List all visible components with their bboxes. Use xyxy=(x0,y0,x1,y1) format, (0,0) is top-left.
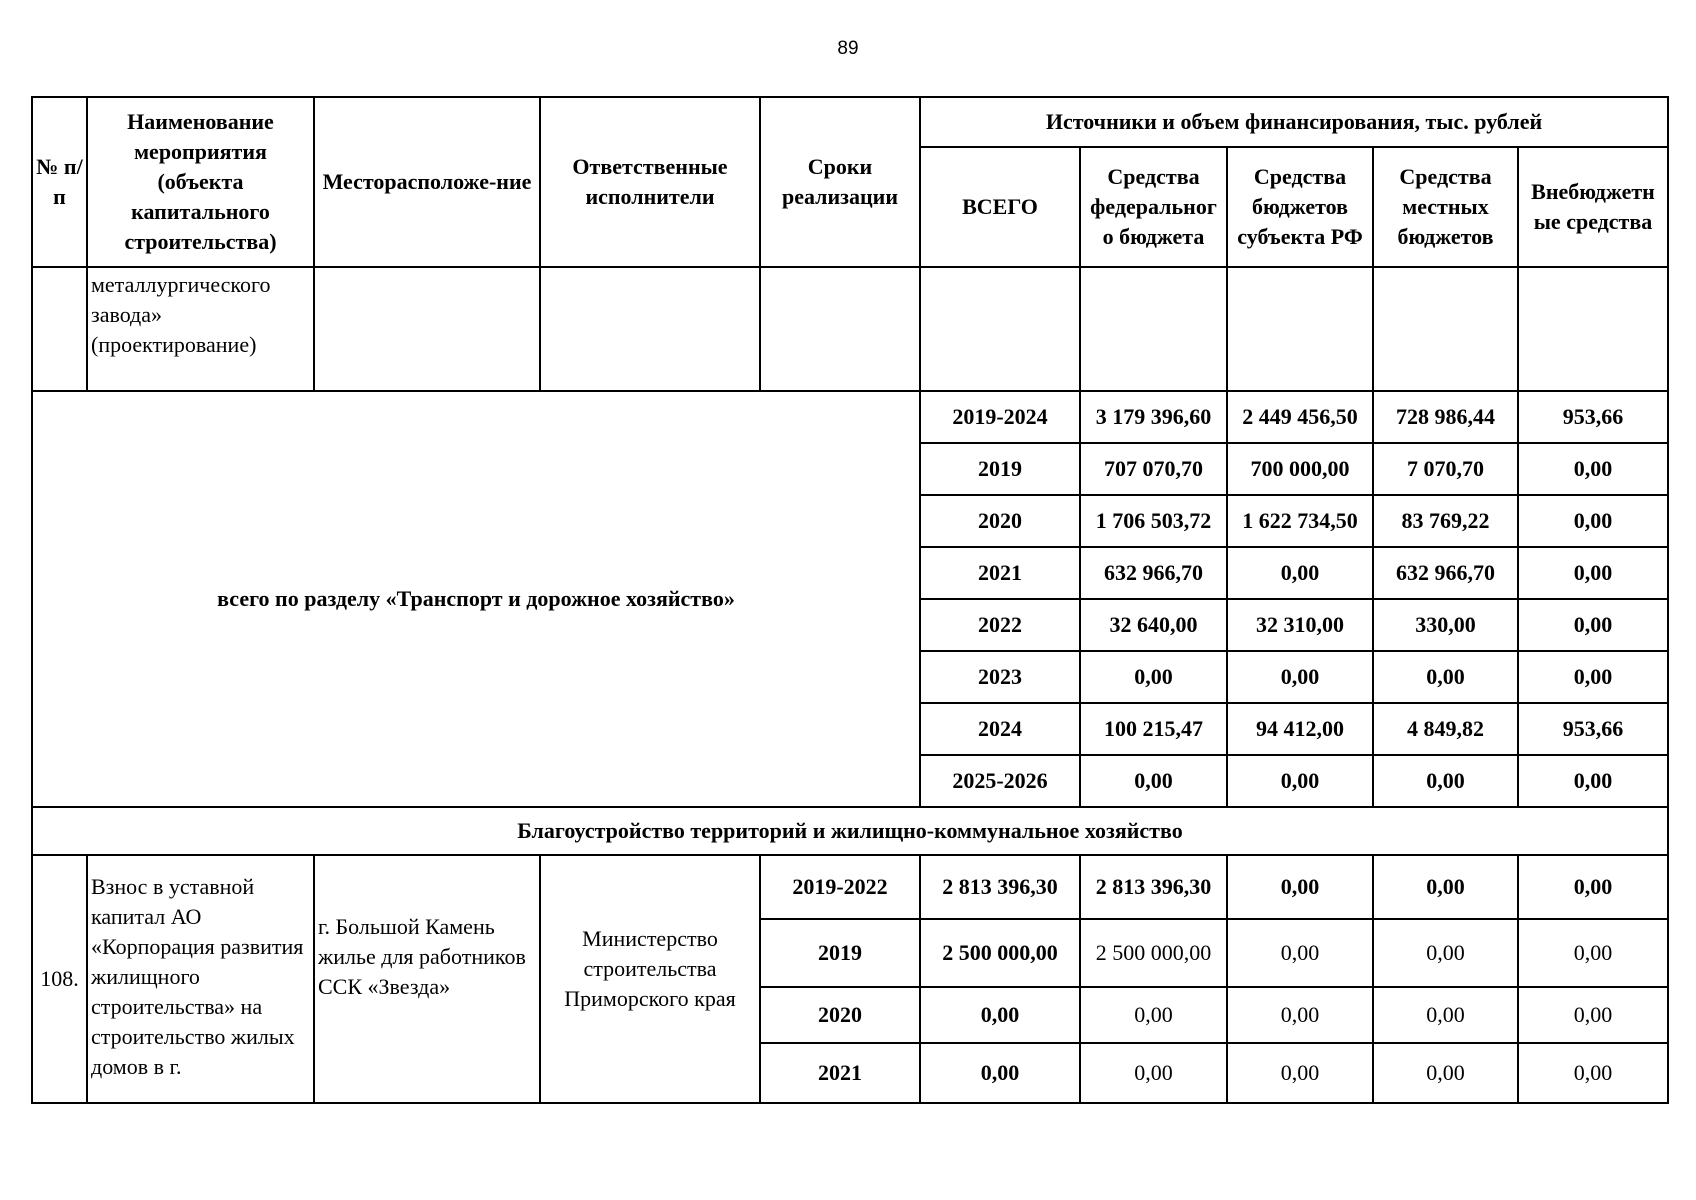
cont-local xyxy=(1373,267,1518,391)
transport-federal: 2 449 456,50 xyxy=(1227,391,1373,443)
transport-total: 0,00 xyxy=(1080,651,1227,703)
item-108-regional: 0,00 xyxy=(1227,1043,1373,1103)
header-sources: Источники и объем финансирования, тыс. рублей xyxy=(920,97,1668,147)
transport-regional: 0,00 xyxy=(1373,755,1518,807)
transport-years: 2024 xyxy=(920,703,1080,755)
item-108-local: 0,00 xyxy=(1373,855,1518,919)
cont-name: металлургического завода» (проектирование) xyxy=(87,267,314,391)
header-name: Наименование мероприятия (объекта капитального строительства) xyxy=(87,97,314,267)
transport-regional: 4 849,82 xyxy=(1373,703,1518,755)
transport-federal: 0,00 xyxy=(1227,651,1373,703)
transport-years: 2019-2024 xyxy=(920,391,1080,443)
item-108-name: Взнос в уставной капитал АО «Корпорация развития жилищного строительства» на строительство жилых домов в г. xyxy=(87,855,314,1103)
transport-local: 0,00 xyxy=(1518,495,1668,547)
item-108-extra: 0,00 xyxy=(1518,855,1668,919)
transport-total: 0,00 xyxy=(1080,755,1227,807)
transport-federal: 32 310,00 xyxy=(1227,599,1373,651)
transport-total: 707 070,70 xyxy=(1080,443,1227,495)
header-total: ВСЕГО xyxy=(920,147,1080,267)
item-108-federal: 0,00 xyxy=(1080,1043,1227,1103)
item-108-number: 108. xyxy=(32,855,87,1103)
item-108-total: 2 500 000,00 xyxy=(920,919,1080,987)
transport-regional: 7 070,70 xyxy=(1373,443,1518,495)
item-108-row xyxy=(32,855,1668,919)
transport-years: 2025-2026 xyxy=(920,755,1080,807)
cont-responsible xyxy=(540,267,760,391)
transport-total-label: всего по разделу «Транспорт и дорожное хозяйство» xyxy=(32,391,920,807)
item-108-federal: 0,00 xyxy=(1080,987,1227,1043)
item-108-years: 2021 xyxy=(760,1043,920,1103)
transport-total: 632 966,70 xyxy=(1080,547,1227,599)
page-number: 89 xyxy=(837,38,859,59)
item-108-local: 0,00 xyxy=(1373,1043,1518,1103)
transport-local: 0,00 xyxy=(1518,651,1668,703)
header-local: Средства местных бюджетов xyxy=(1373,147,1518,267)
item-108-local: 0,00 xyxy=(1373,987,1518,1043)
header-responsible: Ответственные исполнители xyxy=(540,97,760,267)
transport-federal: 0,00 xyxy=(1227,547,1373,599)
transport-years: 2022 xyxy=(920,599,1080,651)
section-row xyxy=(32,807,1668,855)
transport-federal: 0,00 xyxy=(1227,755,1373,807)
transport-years: 2020 xyxy=(920,495,1080,547)
item-108-total: 0,00 xyxy=(920,987,1080,1043)
item-108-regional: 0,00 xyxy=(1227,855,1373,919)
transport-total: 32 640,00 xyxy=(1080,599,1227,651)
header-row-1 xyxy=(32,97,1668,147)
transport-years: 2021 xyxy=(920,547,1080,599)
cont-location xyxy=(314,267,540,391)
transport-local: 0,00 xyxy=(1518,599,1668,651)
transport-local: 953,66 xyxy=(1518,703,1668,755)
item-108-total: 0,00 xyxy=(920,1043,1080,1103)
transport-regional: 83 769,22 xyxy=(1373,495,1518,547)
item-108-responsible: Министерство строительства Приморского края xyxy=(540,855,760,1103)
cont-regional xyxy=(1227,267,1373,391)
cont-terms xyxy=(760,267,920,391)
item-108-location: г. Большой Камень жилье для работников ССК «Звезда» xyxy=(314,855,540,1103)
item-108-regional: 0,00 xyxy=(1227,987,1373,1043)
header-num: № п/п xyxy=(32,97,87,267)
transport-local: 0,00 xyxy=(1518,443,1668,495)
cont-federal xyxy=(1080,267,1227,391)
item-108-years: 2019-2022 xyxy=(760,855,920,919)
item-108-extra: 0,00 xyxy=(1518,987,1668,1043)
section-title: Благоустройство территорий и жилищно-коммунальное хозяйство xyxy=(32,807,1668,855)
item-108-years: 2019 xyxy=(760,919,920,987)
header-federal: Средства федеральног о бюджета xyxy=(1080,147,1227,267)
transport-regional: 728 986,44 xyxy=(1373,391,1518,443)
item-108-federal: 2 500 000,00 xyxy=(1080,919,1227,987)
transport-row xyxy=(32,391,1668,443)
item-108-regional: 0,00 xyxy=(1227,919,1373,987)
transport-total: 1 706 503,72 xyxy=(1080,495,1227,547)
transport-years: 2019 xyxy=(920,443,1080,495)
transport-years: 2023 xyxy=(920,651,1080,703)
transport-local: 0,00 xyxy=(1518,547,1668,599)
cont-num xyxy=(32,267,87,391)
financing-table xyxy=(31,96,1669,1104)
transport-local: 0,00 xyxy=(1518,755,1668,807)
item-108-extra: 0,00 xyxy=(1518,919,1668,987)
item-108-years: 2020 xyxy=(760,987,920,1043)
cont-total xyxy=(920,267,1080,391)
transport-regional: 632 966,70 xyxy=(1373,547,1518,599)
continuation-row xyxy=(32,267,1668,391)
transport-federal: 94 412,00 xyxy=(1227,703,1373,755)
item-108-federal: 2 813 396,30 xyxy=(1080,855,1227,919)
transport-regional: 330,00 xyxy=(1373,599,1518,651)
header-location: Месторасположе-ние xyxy=(314,97,540,267)
cont-extra xyxy=(1518,267,1668,391)
transport-federal: 1 622 734,50 xyxy=(1227,495,1373,547)
transport-federal: 700 000,00 xyxy=(1227,443,1373,495)
transport-local: 953,66 xyxy=(1518,391,1668,443)
header-regional: Средства бюджетов субъекта РФ xyxy=(1227,147,1373,267)
transport-total: 3 179 396,60 xyxy=(1080,391,1227,443)
item-108-local: 0,00 xyxy=(1373,919,1518,987)
transport-regional: 0,00 xyxy=(1373,651,1518,703)
header-terms: Сроки реализации xyxy=(760,97,920,267)
header-extra: Внебюджетн ые средства xyxy=(1518,147,1668,267)
item-108-total: 2 813 396,30 xyxy=(920,855,1080,919)
item-108-extra: 0,00 xyxy=(1518,1043,1668,1103)
transport-total: 100 215,47 xyxy=(1080,703,1227,755)
